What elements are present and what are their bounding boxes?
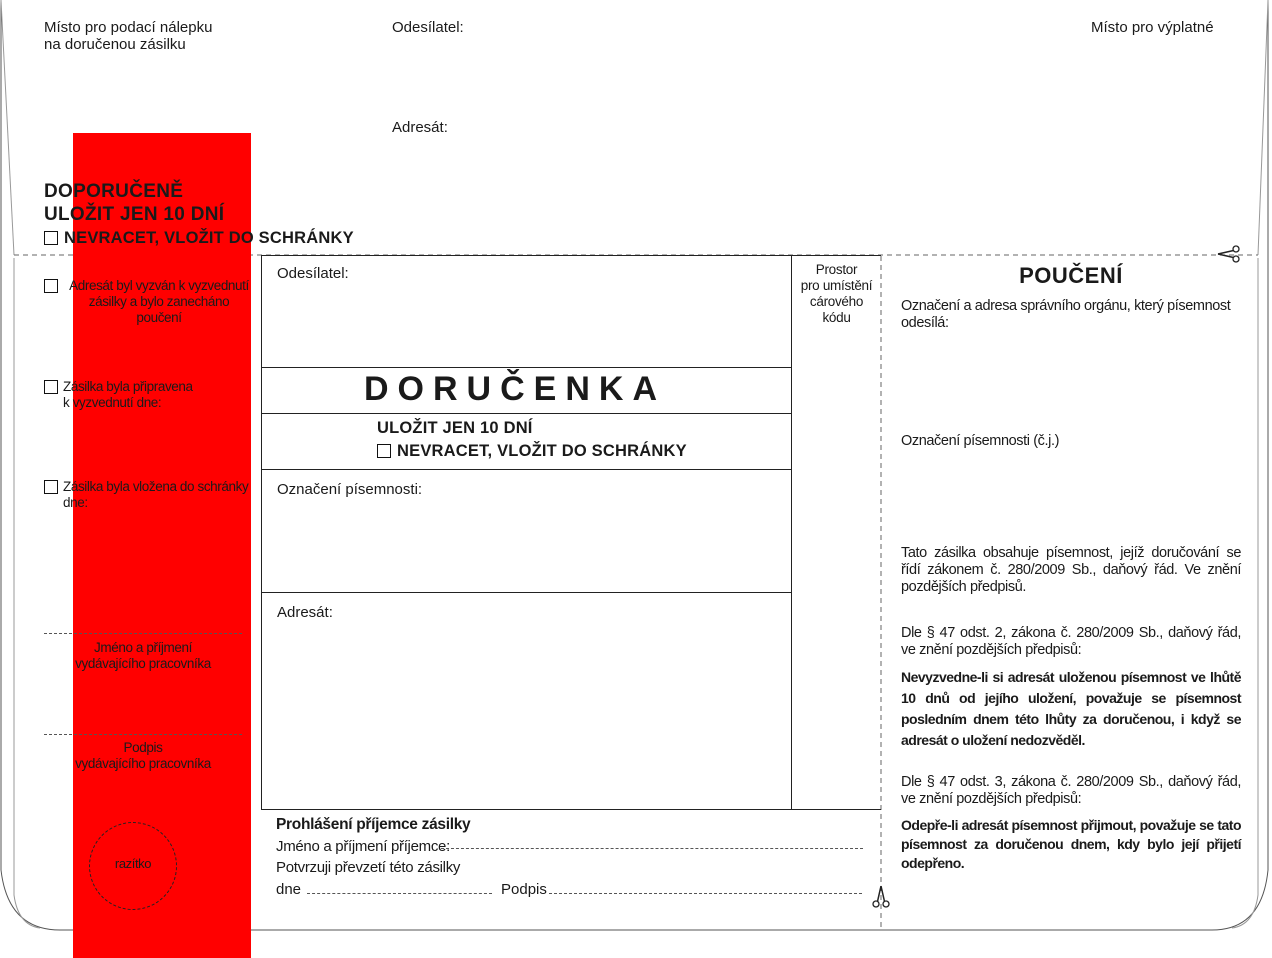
receipt-no-return-row[interactable] (377, 442, 687, 461)
pouceni-title: POUČENÍ (1019, 263, 1123, 288)
signature-label: Podpis (501, 881, 547, 898)
receipt-addressee-label: Adresát: (277, 604, 333, 621)
sticker-place-label: Místo pro podací nálepku na doručenou zásilku (44, 19, 213, 53)
employee-name-label: Jméno a příjmení vydávajícího pracovníka (75, 640, 211, 671)
signature-line[interactable] (549, 893, 862, 894)
title-row-bottom-line (261, 413, 792, 414)
registered-label: DOPORUČENĚ (44, 181, 184, 202)
top-sender-label: Odesílatel: (392, 19, 464, 36)
flags-row-bottom-line (261, 469, 792, 470)
stamp-label: razítko (114, 856, 152, 871)
checkbox-icon[interactable] (44, 480, 58, 494)
employee-name-line (44, 633, 242, 634)
top-addressee-label: Adresát: (392, 119, 448, 136)
top-no-return-label: NEVRACET, VLOŽIT DO SCHRÁNKY (64, 229, 354, 247)
receipt-store-days: ULOŽIT JEN 10 DNÍ (377, 419, 533, 437)
employee-signature-line (44, 734, 242, 735)
recipient-name-line[interactable] (441, 848, 863, 849)
scissors-icon (871, 884, 891, 910)
confirm-label: Potvrzuji převzetí této zásilky (276, 859, 461, 876)
checkbox-icon[interactable] (44, 380, 58, 394)
pouceni-para2-bold: Nevyzvedne-li si adresát uloženou písemnost ve lhůtě 10 dnů od jejího uložení, považuje se písemnost posledním dnem této lhůty za doručenou, i když se adresát o uložení nedozvěděl. (901, 669, 1241, 748)
notice-left-label: Adresát byl vyzván k vyzvednutí zásilky a bylo zanecháno poučení (69, 278, 249, 325)
checkbox-icon[interactable] (44, 279, 58, 293)
recipient-name-label: Jméno a příjmení příjemce: (276, 838, 450, 855)
checkbox-icon[interactable] (377, 444, 391, 458)
checkbox-icon[interactable] (44, 231, 58, 245)
pouceni-doc-ref: Označení písemnosti (č.j.) (901, 433, 1060, 449)
date-line[interactable] (307, 893, 492, 894)
pouceni-authority: Označení a adresa správního orgánu, který písemnost odesílá: (901, 298, 1231, 331)
date-label: dne (276, 881, 302, 898)
pouceni-para3-bold: Odepře-li adresát písemnost přijmout, považuje se tato písemnost za doručenou dnem, kdy bylo její přijetí odepřeno. (901, 817, 1241, 871)
employee-signature-label: Podpis vydávajícího pracovníka (75, 740, 211, 771)
prepared-label: Zásilka byla připravena k vyzvednutí dne: (63, 379, 193, 410)
barcode-box (791, 255, 881, 810)
pouceni-para3-intro: Dle § 47 odst. 3, zákona č. 280/2009 Sb., daňový řád, ve znění pozdějších předpisů: (901, 774, 1241, 807)
store-days-label: ULOŽIT JEN 10 DNÍ (44, 204, 225, 225)
prepared-row[interactable] (44, 379, 254, 411)
document-label: Označení písemnosti: (277, 481, 423, 498)
pouceni-para2-intro: Dle § 47 odst. 2, zákona č. 280/2009 Sb., daňový řád, ve znění pozdějších předpisů: (901, 625, 1241, 658)
document-row-bottom-line (261, 592, 792, 593)
receipt-no-return-label: NEVRACET, VLOŽIT DO SCHRÁNKY (397, 442, 687, 460)
pouceni-law-info: Tato zásilka obsahuje písemnost, jejíž doručování se řídí zákonem č. 280/2009 Sb., daňový řád. Ve znění pozdějších předpisů. (901, 545, 1241, 595)
top-no-return-row[interactable] (44, 229, 354, 248)
scissors-icon (1216, 244, 1242, 264)
inserted-label: Zásilka byla vložena do schránky dne: (63, 479, 249, 510)
postage-place-label: Místo pro výplatné (1091, 19, 1214, 36)
receipt-title: DORUČENKA (364, 370, 666, 408)
receipt-box (261, 255, 792, 810)
title-row-top-line (261, 367, 792, 368)
notice-left-row[interactable] (44, 278, 254, 326)
declaration-title: Prohlášení příjemce zásilky (276, 816, 471, 833)
inserted-row[interactable] (44, 479, 254, 511)
barcode-space-label: Prostor pro umístění cárového kódu (800, 262, 873, 325)
receipt-sender-label: Odesílatel: (277, 265, 349, 282)
